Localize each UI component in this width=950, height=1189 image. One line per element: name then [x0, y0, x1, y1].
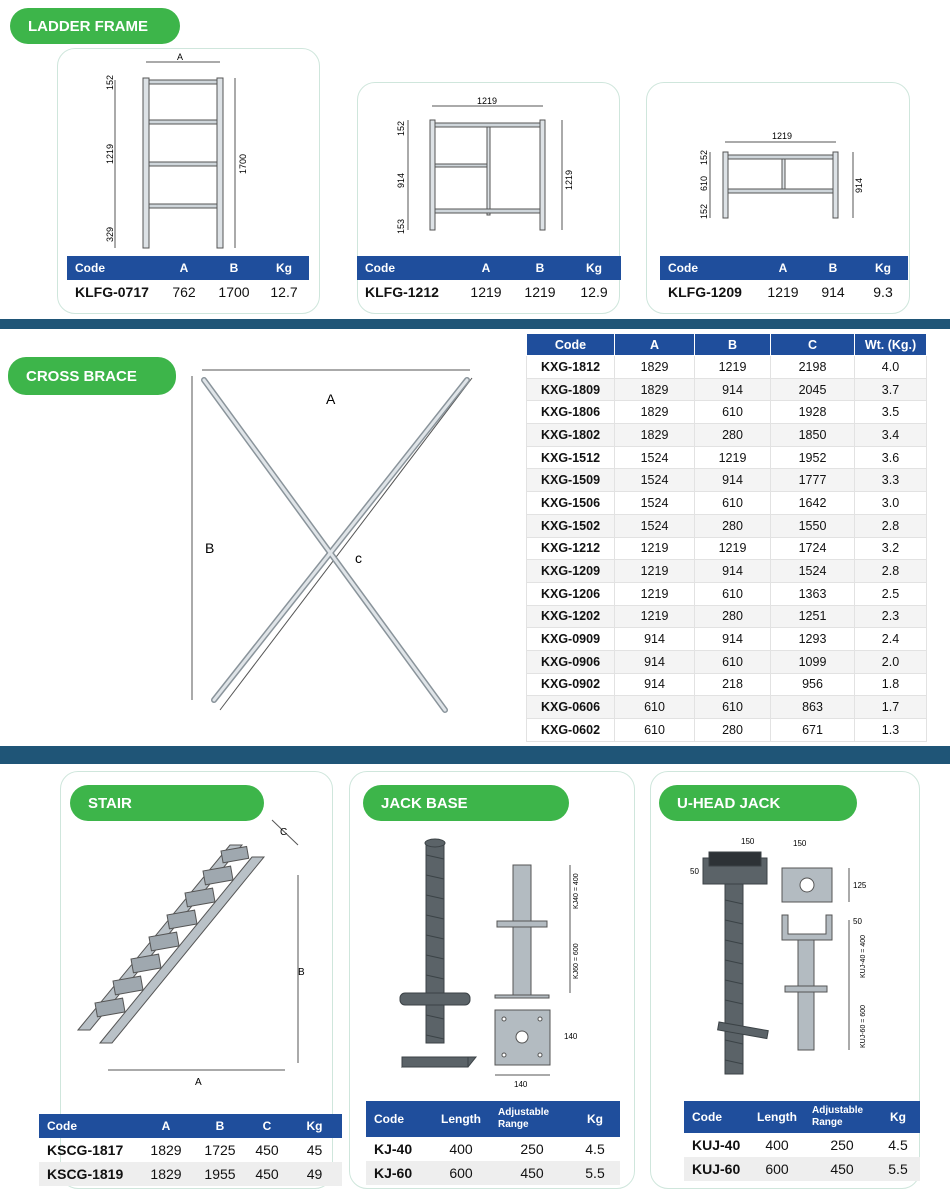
table-row — [527, 673, 927, 696]
value-c: 671 — [771, 719, 855, 742]
label-a: A — [326, 391, 336, 407]
stair-spec — [39, 1114, 342, 1186]
code: KXG-1212 — [527, 537, 615, 560]
col-a: A — [481, 261, 491, 275]
value-a: 1219 — [767, 284, 799, 300]
dim-top: 152 — [105, 74, 115, 90]
value-weight: 2.3 — [855, 605, 927, 628]
ladder-frame-1209-spec — [660, 256, 908, 304]
table-row — [527, 560, 927, 583]
dim-plate-width: 140 — [514, 1080, 528, 1089]
value-a: 1829 — [150, 1166, 182, 1182]
table-row — [527, 537, 927, 560]
value-c: 1724 — [771, 537, 855, 560]
col-a: A — [161, 1119, 171, 1133]
jack-base-title: JACK BASE — [363, 785, 569, 821]
value-range: 250 — [520, 1141, 544, 1157]
value-kg: 4.5 — [888, 1137, 908, 1153]
col-b: B — [215, 1119, 225, 1133]
code: KLFG-0717 — [75, 284, 149, 300]
value-a: 1219 — [615, 560, 695, 583]
table-row — [527, 582, 927, 605]
col-kg: Kg — [890, 1110, 906, 1124]
code: KXG-1209 — [527, 560, 615, 583]
value-c: 863 — [771, 696, 855, 719]
value-weight: 2.0 — [855, 650, 927, 673]
stair-title: STAIR — [70, 785, 264, 821]
value-weight: 4.0 — [855, 356, 927, 379]
value-a: 1219 — [615, 537, 695, 560]
code: KSCG-1819 — [47, 1166, 124, 1182]
col-kg: Kg — [586, 261, 602, 275]
value-weight: 2.4 — [855, 628, 927, 651]
value-a: 1829 — [615, 401, 695, 424]
value-range: 450 — [830, 1161, 854, 1177]
value-b: 914 — [695, 378, 771, 401]
code: KJ-60 — [374, 1165, 413, 1181]
dim-width: 1219 — [771, 131, 793, 141]
col-length: Length — [441, 1112, 481, 1126]
dim-width: 1219 — [476, 96, 498, 106]
value-kg: 5.5 — [585, 1165, 605, 1181]
col-kg: Kg — [587, 1112, 603, 1126]
dim-top: 152 — [396, 120, 406, 136]
section-divider-1 — [0, 319, 950, 329]
dim-height: 1219 — [564, 169, 574, 190]
label-c: C — [280, 827, 288, 838]
dim-h3: 50 — [853, 917, 862, 926]
value-b: 280 — [695, 424, 771, 447]
cross-brace-title: CROSS BRACE — [8, 357, 176, 395]
value-c: 956 — [771, 673, 855, 696]
value-a: 1524 — [615, 446, 695, 469]
table-row — [366, 1161, 620, 1185]
col-range: Adjustable Range — [498, 1107, 550, 1130]
value-a: 610 — [615, 696, 695, 719]
table-row — [527, 696, 927, 719]
dim-bottom: 152 — [699, 203, 709, 219]
col-kg: Kg — [875, 261, 891, 275]
dim-kj60: KJ60 = 600 — [573, 943, 580, 979]
table-row — [527, 378, 927, 401]
ladder-frame-0717-drawing — [100, 52, 270, 252]
col-c: C — [771, 334, 855, 356]
value-weight: 1.8 — [855, 673, 927, 696]
col-code: Code — [374, 1112, 404, 1126]
value-b: 1219 — [695, 356, 771, 379]
code: KLFG-1212 — [365, 284, 439, 300]
label-b: B — [205, 540, 215, 556]
table-row — [684, 1133, 920, 1157]
value-b: 280 — [695, 719, 771, 742]
col-c: C — [262, 1119, 272, 1133]
value-kg: 9.3 — [873, 284, 893, 300]
code: KXG-1812 — [527, 356, 615, 379]
label-c: c — [355, 550, 362, 566]
jack-base-drawing — [380, 835, 600, 1090]
value-kg: 4.5 — [585, 1141, 605, 1157]
dim-h2: 125 — [853, 881, 867, 890]
code: KXG-1506 — [527, 492, 615, 515]
code: KXG-1806 — [527, 401, 615, 424]
dim-kj40: KJ40 = 400 — [573, 873, 580, 909]
col-weight: Wt. (Kg.) — [855, 334, 927, 356]
u-head-jack-title: U-HEAD JACK — [659, 785, 857, 821]
table-row — [527, 469, 927, 492]
col-code: Code — [47, 1119, 77, 1133]
table-row — [527, 650, 927, 673]
value-b: 280 — [695, 605, 771, 628]
value-b: 280 — [695, 514, 771, 537]
code: KXG-1802 — [527, 424, 615, 447]
value-c: 1850 — [771, 424, 855, 447]
jack-base-spec — [366, 1101, 620, 1185]
ladder-frame-0717-spec — [67, 256, 309, 304]
dim-top: 152 — [699, 149, 709, 165]
code: KXG-1502 — [527, 514, 615, 537]
value-weight: 3.6 — [855, 446, 927, 469]
value-weight: 3.2 — [855, 537, 927, 560]
value-a: 914 — [615, 673, 695, 696]
col-b: B — [828, 261, 838, 275]
col-range: Adjustable Range — [812, 1105, 864, 1128]
value-c: 1952 — [771, 446, 855, 469]
value-c: 450 — [255, 1142, 279, 1158]
value-a: 914 — [615, 628, 695, 651]
value-a: 1829 — [615, 356, 695, 379]
value-c: 1099 — [771, 650, 855, 673]
code: KXG-0909 — [527, 628, 615, 651]
value-b: 610 — [695, 696, 771, 719]
value-length: 400 — [449, 1141, 473, 1157]
col-a: A — [778, 261, 788, 275]
value-kg: 12.7 — [270, 284, 298, 300]
value-c: 1642 — [771, 492, 855, 515]
value-weight: 3.4 — [855, 424, 927, 447]
table-row — [39, 1138, 342, 1162]
value-c: 2198 — [771, 356, 855, 379]
stair-drawing — [70, 815, 330, 1095]
table-row — [527, 605, 927, 628]
code: KXG-0606 — [527, 696, 615, 719]
code: KXG-1202 — [527, 605, 615, 628]
value-b: 218 — [695, 673, 771, 696]
value-a: 914 — [615, 650, 695, 673]
value-weight: 1.7 — [855, 696, 927, 719]
table-row — [527, 424, 927, 447]
col-kg: Kg — [306, 1119, 323, 1133]
table-row — [527, 492, 927, 515]
col-a: A — [615, 334, 695, 356]
table-row — [366, 1137, 620, 1161]
section-divider-2 — [0, 746, 950, 764]
dim-w2: 150 — [793, 839, 807, 848]
value-c: 1363 — [771, 582, 855, 605]
value-length: 400 — [765, 1137, 789, 1153]
col-code: Code — [75, 261, 105, 275]
dim-bottom: 329 — [105, 226, 115, 242]
value-kg: 49 — [306, 1166, 323, 1182]
value-a: 1219 — [615, 582, 695, 605]
dim-height: 914 — [854, 177, 864, 193]
code: KXG-0906 — [527, 650, 615, 673]
dim-middle: 1219 — [105, 143, 115, 164]
value-weight: 3.3 — [855, 469, 927, 492]
value-a: 1829 — [150, 1142, 182, 1158]
ladder-frame-1212-spec — [357, 256, 621, 304]
value-c: 2045 — [771, 378, 855, 401]
code: KUJ-40 — [692, 1137, 741, 1153]
value-weight: 3.7 — [855, 378, 927, 401]
value-b: 914 — [695, 469, 771, 492]
col-a: A — [179, 261, 189, 275]
value-a: 1524 — [615, 492, 695, 515]
code: KUJ-60 — [692, 1161, 741, 1177]
code: KXG-1512 — [527, 446, 615, 469]
ladder-frame-1212-drawing — [390, 92, 590, 242]
value-c: 1251 — [771, 605, 855, 628]
value-weight: 2.8 — [855, 514, 927, 537]
value-b: 1725 — [204, 1142, 236, 1158]
value-b: 914 — [695, 628, 771, 651]
dim-kuj60: KUJ-60 = 600 — [860, 1005, 867, 1048]
value-b: 1219 — [524, 284, 556, 300]
table-row — [527, 628, 927, 651]
col-b: B — [535, 261, 545, 275]
value-b: 1955 — [204, 1166, 236, 1182]
value-a: 1219 — [470, 284, 502, 300]
value-weight: 3.5 — [855, 401, 927, 424]
value-a: 1829 — [615, 378, 695, 401]
dim-width: A — [176, 52, 184, 62]
value-kg: 12.9 — [580, 284, 608, 300]
value-kg: 45 — [306, 1142, 323, 1158]
value-b: 1219 — [695, 446, 771, 469]
col-code: Code — [527, 334, 615, 356]
table-row — [527, 719, 927, 742]
value-c: 1777 — [771, 469, 855, 492]
value-a: 1524 — [615, 514, 695, 537]
value-b: 610 — [695, 401, 771, 424]
table-row — [527, 514, 927, 537]
cross-brace-drawing — [180, 360, 500, 720]
col-length: Length — [757, 1110, 797, 1124]
value-b: 610 — [695, 492, 771, 515]
code: KXG-0602 — [527, 719, 615, 742]
u-head-jack-spec — [684, 1101, 920, 1181]
dim-h1: 50 — [690, 867, 699, 876]
value-length: 600 — [765, 1161, 789, 1177]
value-c: 1928 — [771, 401, 855, 424]
value-c: 1524 — [771, 560, 855, 583]
dim-middle: 610 — [699, 175, 709, 191]
value-weight: 3.0 — [855, 492, 927, 515]
value-weight: 2.8 — [855, 560, 927, 583]
col-code: Code — [668, 261, 698, 275]
code: KXG-1509 — [527, 469, 615, 492]
code: KXG-1809 — [527, 378, 615, 401]
value-kg: 5.5 — [888, 1161, 908, 1177]
label-a: A — [195, 1077, 202, 1088]
value-c: 450 — [255, 1166, 279, 1182]
dim-bottom: 153 — [396, 218, 406, 234]
ladder-frame-1209-drawing — [690, 125, 880, 235]
value-weight: 1.3 — [855, 719, 927, 742]
cross-brace-table — [526, 333, 927, 742]
col-b: B — [229, 261, 239, 275]
code: KLFG-1209 — [668, 284, 742, 300]
value-a: 762 — [172, 284, 196, 300]
col-kg: Kg — [276, 261, 292, 275]
dim-middle: 914 — [396, 172, 406, 188]
value-length: 600 — [449, 1165, 473, 1181]
value-c: 1550 — [771, 514, 855, 537]
dim-w1: 150 — [741, 837, 755, 846]
value-a: 610 — [615, 719, 695, 742]
ladder-frame-title: LADDER FRAME — [10, 8, 180, 44]
value-range: 450 — [520, 1165, 544, 1181]
value-b: 914 — [695, 560, 771, 583]
value-b: 610 — [695, 582, 771, 605]
col-code: Code — [365, 261, 395, 275]
table-row — [39, 1162, 342, 1186]
dim-height: 1700 — [238, 153, 248, 174]
code: KSCG-1817 — [47, 1142, 124, 1158]
label-b: B — [298, 967, 305, 978]
value-a: 1524 — [615, 469, 695, 492]
table-row — [527, 446, 927, 469]
value-a: 1219 — [615, 605, 695, 628]
value-b: 914 — [821, 284, 845, 300]
col-code: Code — [692, 1110, 722, 1124]
table-row — [684, 1157, 920, 1181]
value-c: 1293 — [771, 628, 855, 651]
u-head-jack-drawing — [685, 830, 895, 1080]
table-row — [527, 401, 927, 424]
dim-kuj40: KUJ-40 = 400 — [860, 935, 867, 978]
value-b: 1700 — [218, 284, 250, 300]
value-b: 610 — [695, 650, 771, 673]
value-a: 1829 — [615, 424, 695, 447]
value-b: 1219 — [695, 537, 771, 560]
value-range: 250 — [830, 1137, 854, 1153]
value-weight: 2.5 — [855, 582, 927, 605]
code: KJ-40 — [374, 1141, 413, 1157]
code: KXG-1206 — [527, 582, 615, 605]
col-b: B — [695, 334, 771, 356]
code: KXG-0902 — [527, 673, 615, 696]
dim-plate: 140 — [564, 1032, 578, 1041]
table-row — [527, 356, 927, 379]
